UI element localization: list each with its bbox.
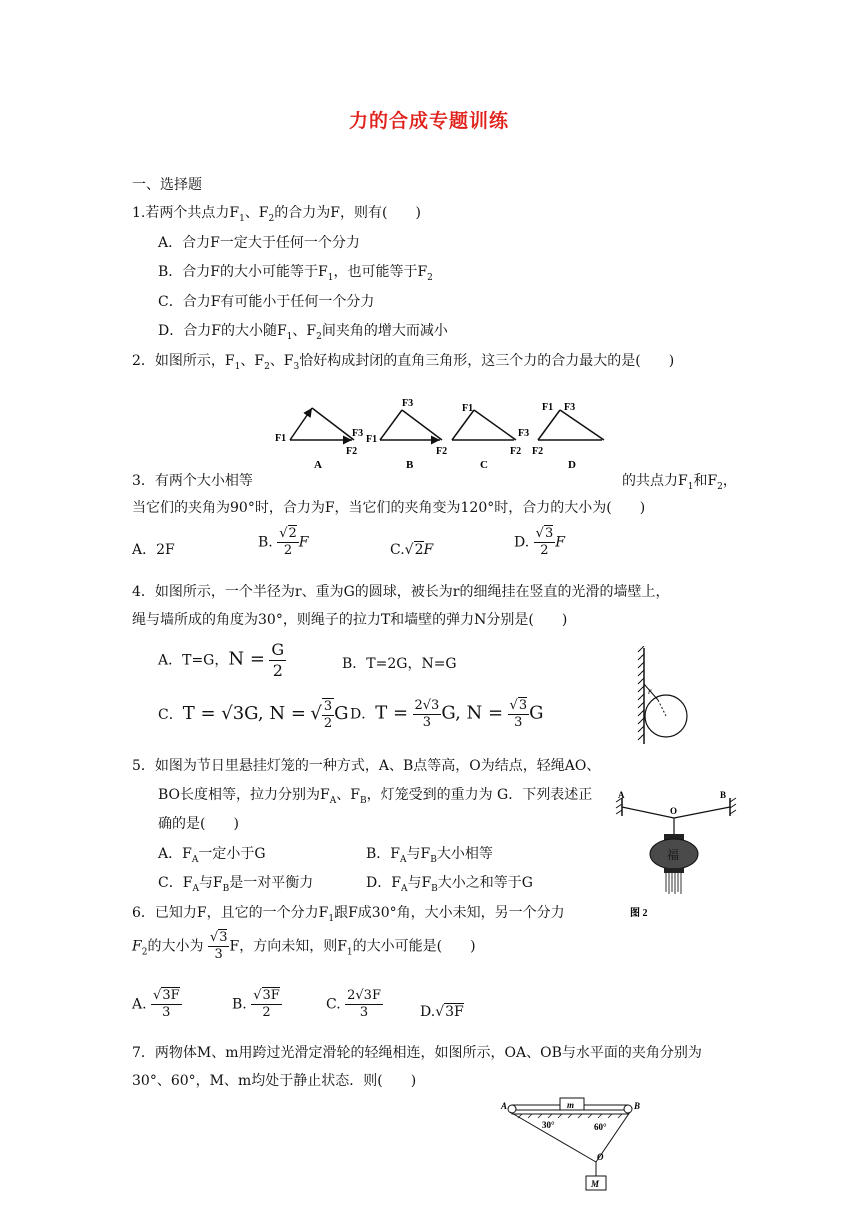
page-title: 力的合成专题训练 bbox=[349, 110, 510, 132]
question-2-stem: 2．如图所示，$F_1$、$F_2$、$F_3$恰好构成封闭的直角三角形，这三个力的合力最大的是( ) bbox=[132, 353, 675, 372]
ball-on-wall-figure bbox=[628, 646, 698, 746]
question-1-option-d: D．合力F的大小随$F_1$、$F_2$间夹角的增大而减小 bbox=[158, 323, 448, 342]
label-f3: F3 bbox=[352, 428, 364, 439]
lantern-figure bbox=[614, 788, 738, 918]
question-4-option-b: B．T=2G，N=G bbox=[342, 656, 457, 672]
question-4-option-c: C．T = √3G, N = √ $\frac{3}{2}$ G bbox=[158, 699, 349, 731]
question-5-line-3: 确的是( ) bbox=[158, 816, 239, 832]
question-4-option-a: A．T=G，N = $\frac{G}{2}$ bbox=[158, 640, 285, 680]
label-60-degrees: 60° bbox=[594, 1122, 607, 1132]
question-1-option-c: C．合力F有可能小于任何一个分力 bbox=[158, 294, 375, 310]
label-f1: F1 bbox=[275, 433, 287, 444]
label-r: r bbox=[648, 686, 652, 696]
label-o: O bbox=[670, 806, 678, 816]
label-a: A bbox=[501, 1101, 508, 1111]
question-7-line-2: 30°、60°，M、m均处于静止状态．则( ) bbox=[132, 1073, 417, 1089]
label-m: m bbox=[567, 1100, 575, 1110]
label-a: A bbox=[618, 790, 625, 800]
question-5-option-d: D．$F_A$与$F_B$大小之和等于G bbox=[366, 875, 533, 894]
label-b: B bbox=[406, 459, 414, 471]
question-4-line-2: 绳与墙所成的角度为30°，则绳子的拉力T和墙壁的弹力N分别是( ) bbox=[132, 612, 568, 628]
label-f1: F1 bbox=[542, 402, 554, 413]
triangle-b bbox=[366, 398, 447, 471]
question-6-line-2: $F_2$的大小为 $\frac{√3}{3}$ F，方向未知，则$F_1$的大小可能是( ) bbox=[132, 930, 476, 962]
question-5-option-b: B．$F_A$与$F_B$大小相等 bbox=[366, 846, 493, 865]
label-f2: F2 bbox=[510, 446, 522, 457]
pulley-figure bbox=[498, 1096, 648, 1196]
question-5-line-2: BO长度相等，拉力分别为$F_A$、$F_B$，灯笼受到的重力为 G．下列表述正 bbox=[158, 787, 593, 806]
question-3-option-b: B. $\frac{√2}{2}$ F bbox=[258, 526, 309, 558]
question-4-line-1: 4．如图所示，一个半径为r、重为G的圆球，被长为r的细绳挂在竖直的光滑的墙壁上， bbox=[132, 584, 670, 600]
label-f2: F2 bbox=[532, 446, 544, 457]
label-b: B bbox=[634, 1101, 641, 1111]
question-7-line-1: 7．两物体M、m用跨过光滑定滑轮的轻绳相连，如图所示，OA、OB与水平面的夹角分别为 bbox=[132, 1045, 702, 1061]
label-f3: F3 bbox=[564, 402, 576, 413]
question-6-option-b: B. $\frac{√3F}{2}$ bbox=[232, 988, 280, 1020]
question-5-option-c: C．$F_A$与$F_B$是一对平衡力 bbox=[158, 875, 314, 894]
label-30-degrees: 30° bbox=[542, 1120, 555, 1130]
question-1-option-b: B．合力F的大小可能等于$F_1$，也可能等于$F_2$ bbox=[158, 264, 433, 283]
question-3-stem-a: 3．有两个大小相等 bbox=[132, 473, 253, 489]
question-3-option-a: A．2F bbox=[132, 542, 175, 558]
label-f3: F3 bbox=[402, 398, 414, 409]
question-1-stem: 1.若两个共点力$F_1$、$F_2$的合力为F，则有( ) bbox=[132, 205, 421, 224]
question-6-option-d: D.√3F bbox=[420, 1004, 464, 1020]
figure-2-label: 图 2 bbox=[630, 908, 648, 918]
label-f2: F2 bbox=[436, 446, 448, 457]
lantern-character: 福 bbox=[667, 848, 680, 862]
label-a: A bbox=[314, 459, 322, 471]
section-heading: 一、选择题 bbox=[132, 177, 202, 193]
label-c: C bbox=[480, 459, 488, 471]
triangle-a bbox=[275, 408, 363, 471]
question-1-option-a: A．合力F一定大于任何一个分力 bbox=[158, 235, 360, 251]
question-3-option-d: D. $\frac{√3}{2}$ F bbox=[514, 526, 565, 558]
label-f2: F2 bbox=[346, 446, 358, 457]
question-5-line-1: 5．如图为节日里悬挂灯笼的一种方式，A、B点等高，O为结点，轻绳AO、 bbox=[132, 758, 601, 774]
label-big-m: M bbox=[591, 1179, 600, 1189]
label-f1: F1 bbox=[462, 403, 474, 414]
force-triangles-figure bbox=[270, 396, 615, 474]
triangle-d bbox=[532, 402, 604, 471]
label-b: B bbox=[720, 790, 727, 800]
question-6-line-1: 6．已知力F，且它的一个分力$F_1$跟F成30°角，大小未知，另一个分力 bbox=[132, 905, 565, 924]
question-3-line-2: 当它们的夹角为90°时，合力为F，当它们的夹角变为120°时，合力的大小为( ) bbox=[132, 500, 646, 516]
question-6-option-c: C. $\frac{2√3F}{3}$ bbox=[326, 988, 381, 1020]
question-3-option-c: C.√2F bbox=[390, 542, 434, 558]
triangle-c bbox=[452, 403, 529, 471]
question-6-option-a: A. $\frac{√3F}{3}$ bbox=[132, 988, 180, 1020]
question-5-option-a: A．$F_A$一定小于G bbox=[158, 846, 266, 865]
label-f1: F1 bbox=[366, 434, 378, 445]
label-d: D bbox=[568, 459, 576, 471]
label-o: O bbox=[597, 1152, 604, 1162]
question-4-option-d: D．T = $\frac{2√3}{3}$ G, N = $\frac{√3}{3}$ G bbox=[350, 698, 544, 730]
question-3-stem-b: 的共点力$F_1$和$F_2$， bbox=[622, 473, 737, 492]
label-f3: F3 bbox=[518, 428, 530, 439]
